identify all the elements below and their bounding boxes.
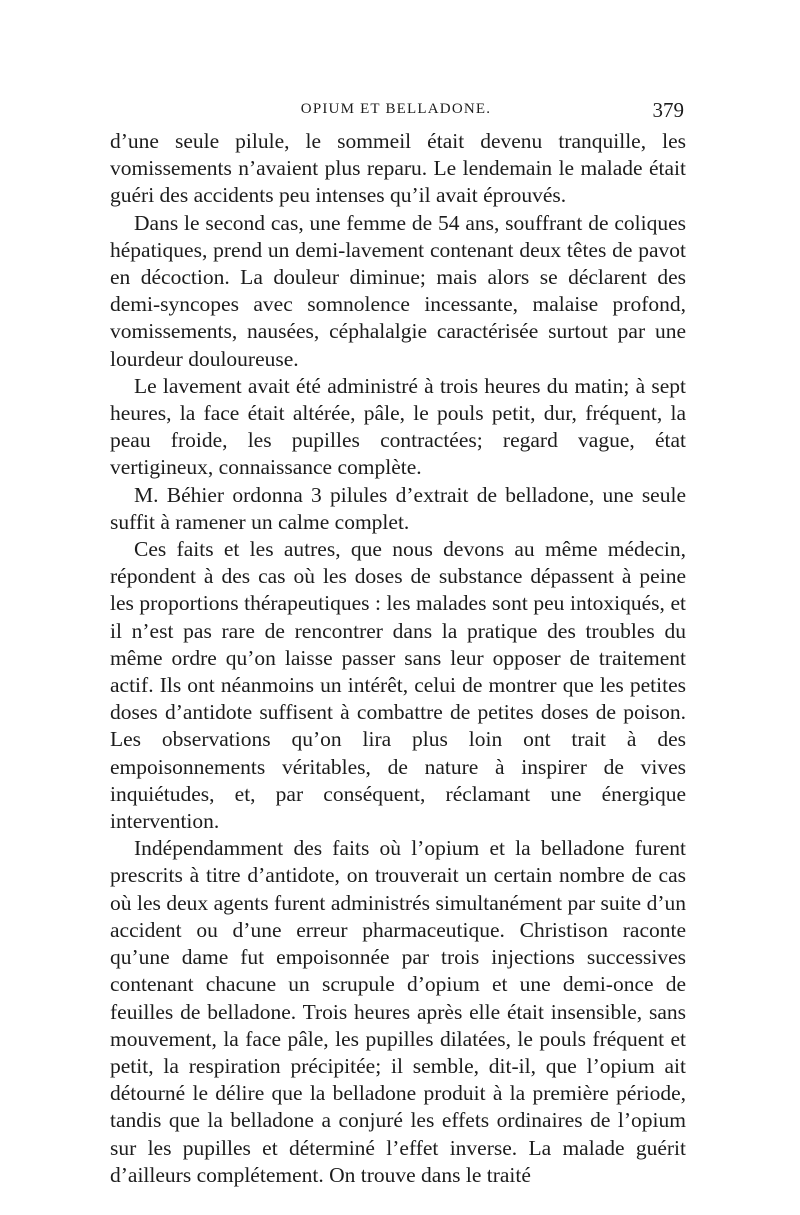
paragraph-4: M. Béhier ordonna 3 pilules d’extrait de belladone, une seule suffit à ramener un calme complet. [110,482,686,534]
paragraph-5: Ces faits et les autres, que nous devons au même médecin, répondent à des cas où les doses de substance dépassent à peine les proportions thérapeutiques : les malades sont peu intoxiqués, et il n’est pas rare de rencontrer dans la pratique des troubles du même ordre qu’on laisse passer sans leur opposer de traitement actif. Ils ont néanmoins un intérêt, celui de montrer que les petites doses d’antidote suffisent à combattre de petites doses de poison. Les observations qu’on lira plus loin ont trait à des empoisonnements véritables, de nature à inspirer de vives inquiétudes, et, par conséquent, réclamant une énergique intervention. [110,537,686,834]
running-head [108,98,684,124]
paragraph-3: Le lavement avait été administré à trois heures du matin; à sept heures, la face était altérée, pâle, le pouls petit, dur, fréquent, la peau froide, les pupilles contractées; regard vague, état vertigineux, connaissance complète. [110,373,686,480]
paragraph-6: Indépendamment des faits où l’opium et la belladone furent prescrits à titre d’antidote, on trouverait un certain nombre de cas où les deux agents furent administrés simultanément par suite d’un accident ou d’une erreur pharmaceutique. Christison raconte qu’une dame fut empoisonnée par trois injections successives contenant chacune un scrupule d’opium et une demi-once de feuilles de belladone. Trois heures après elle était insensible, sans mouvement, la face pâle, les pupilles dilatées, le pouls fréquent et petit, la respiration précipitée; il semble, dit-il, que l’opium ait détourné le délire que la belladone produit à la première période, tandis que la belladone a conjuré les effets ordinaires de l’opium sur les pupilles et déterminé l’effet inverse. La malade guérit d’ailleurs complétement. On trouve dans le traité [110,836,686,1187]
body-text [110,128,686,1189]
paragraph-1: d’une seule pilule, le sommeil était devenu tranquille, les vomissements n’avaient plus reparu. Le lendemain le malade était guéri des accidents peu intenses qu’il avait éprouvés. [110,129,686,208]
running-title: OPIUM ET BELLADONE. [300,101,492,117]
paragraph-2: Dans le second cas, une femme de 54 ans, souffrant de coliques hépatiques, prend un demi-lavement contenant deux têtes de pavot en décoction. La douleur diminue; mais alors se déclarent des demi-syncopes avec somnolence incessante, malaise profond, vomissements, nausées, céphalalgie caractérisée surtout par une lourdeur douloureuse. [110,210,686,371]
page-number: 379 [652,98,684,122]
